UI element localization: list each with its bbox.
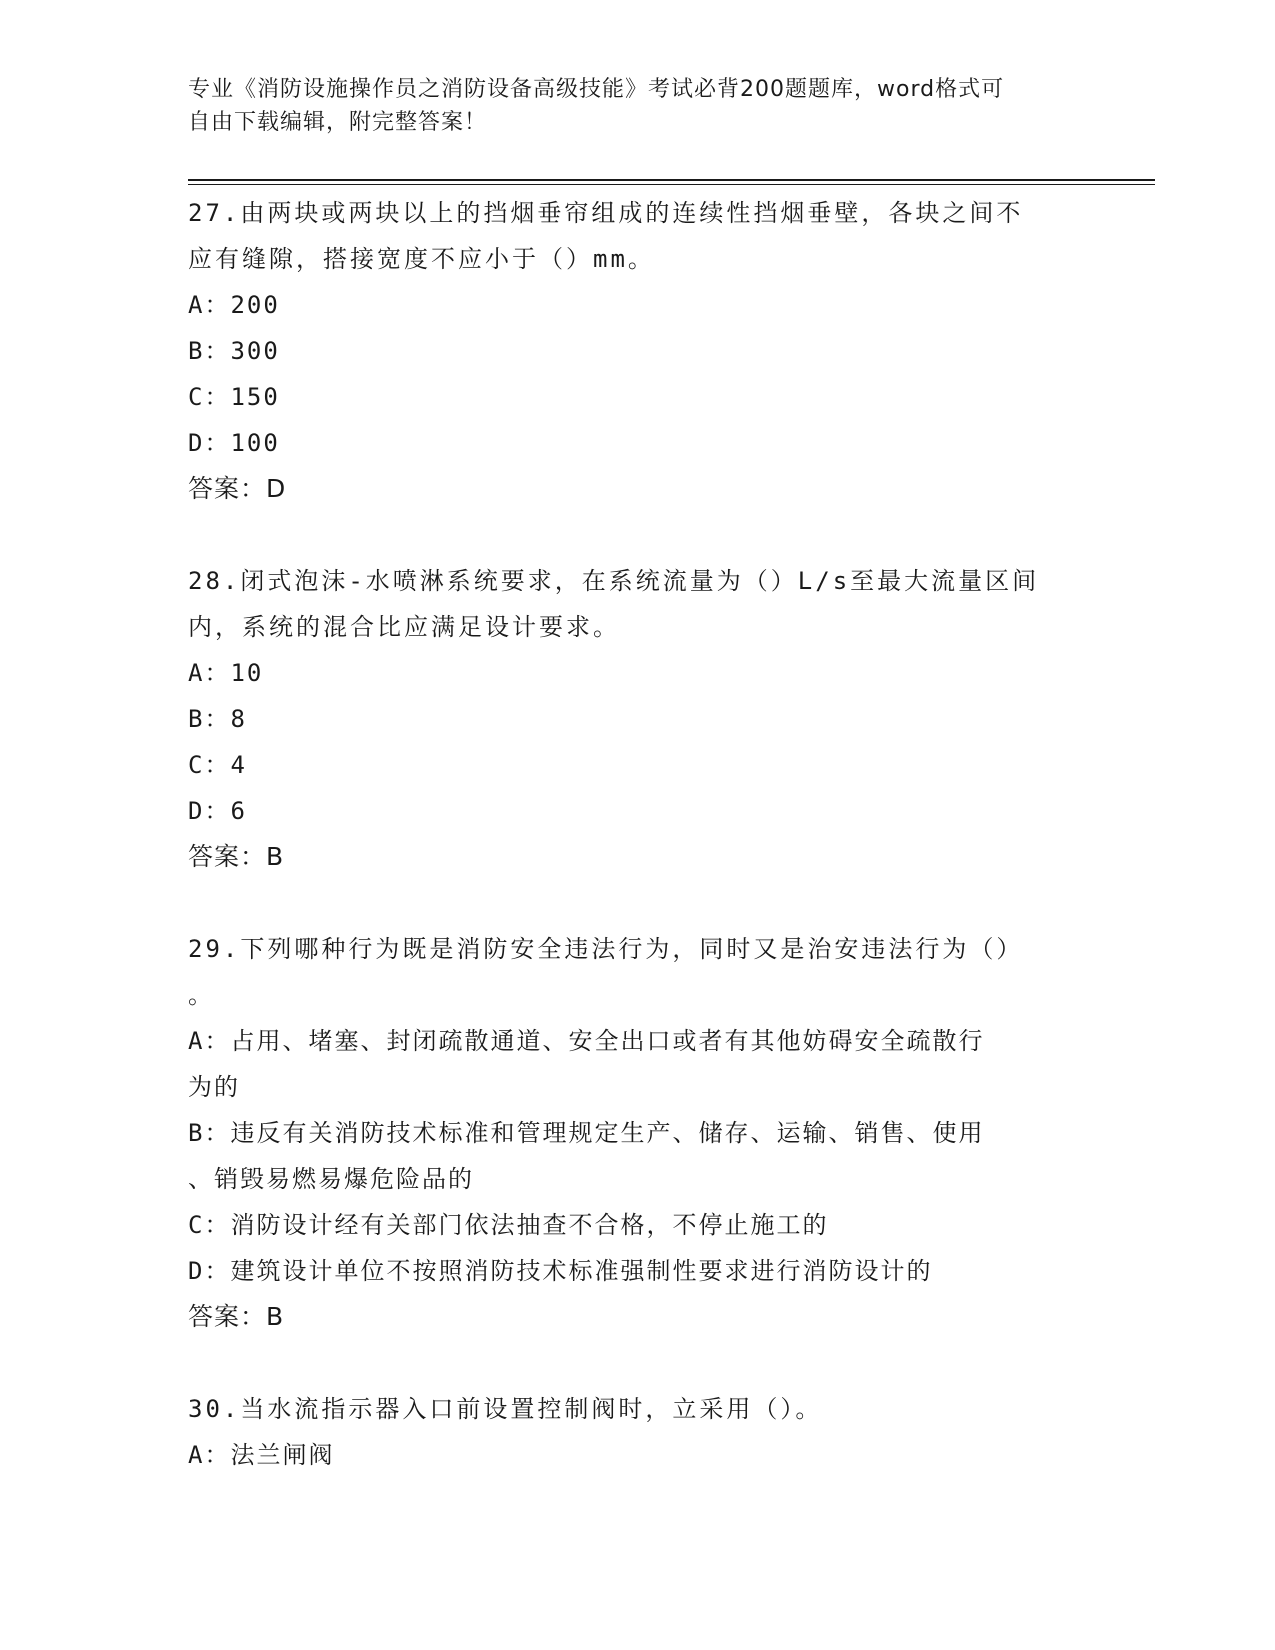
header-line-1: 专业《消防设施操作员之消防设备高级技能》考试必背200题题库，word格式可 [188,77,1005,102]
question-29 [188,926,1088,1340]
question-stem-line: 27.由两块或两块以上的挡烟垂帘组成的连续性挡烟垂壁，各块之间不 [188,199,1024,227]
header-divider-thin [188,184,1155,185]
answer-line: 答案：B [188,1302,285,1331]
header-line-2: 自由下载编辑，附完整答案！ [188,110,488,135]
option-b: B：300 [188,337,280,365]
question-28 [188,558,1088,880]
option-c: C：150 [188,383,280,411]
option-d: D：100 [188,429,280,457]
question-27 [188,190,1088,512]
question-spacer [188,880,1088,926]
answer-line: 答案：B [188,842,285,871]
question-spacer [188,512,1088,558]
option-d: D：建筑设计单位不按照消防技术标准强制性要求进行消防设计的 [188,1257,933,1285]
answer-line: 答案：D [188,474,287,503]
option-b: B：8 [188,705,247,733]
question-stem-line: 29.下列哪种行为既是消防安全违法行为，同时又是治安违法行为（） [188,935,1024,963]
option-a: A：占用、堵塞、封闭疏散通道、安全出口或者有其他妨碍安全疏散行 [188,1027,985,1055]
question-stem-line: 30.当水流指示器入口前设置控制阀时，立采用（）。 [188,1395,823,1423]
option-a: A：法兰闸阀 [188,1441,335,1469]
question-stem-line: 。 [188,981,215,1009]
question-stem-line: 应有缝隙，搭接宽度不应小于（）mm。 [188,245,655,273]
option-a-continued: 为的 [188,1073,240,1101]
option-b: B：违反有关消防技术标准和管理规定生产、储存、运输、销售、使用 [188,1119,985,1147]
question-30 [188,1386,1088,1478]
option-c: C：消防设计经有关部门依法抽查不合格，不停止施工的 [188,1211,829,1239]
question-spacer [188,1340,1088,1386]
option-c: C：4 [188,751,247,779]
question-stem-line: 内，系统的混合比应满足设计要求。 [188,613,620,641]
question-list [188,190,1088,1478]
option-d: D：6 [188,797,247,825]
document-header [188,73,1078,139]
option-a: A：10 [188,659,264,687]
question-stem-line: 28.闭式泡沫-水喷淋系统要求，在系统流量为（）L/s至最大流量区间 [188,567,1040,595]
option-b-continued: 、销毁易燃易爆危险品的 [188,1165,474,1193]
header-divider-thick [188,179,1155,181]
option-a: A：200 [188,291,280,319]
